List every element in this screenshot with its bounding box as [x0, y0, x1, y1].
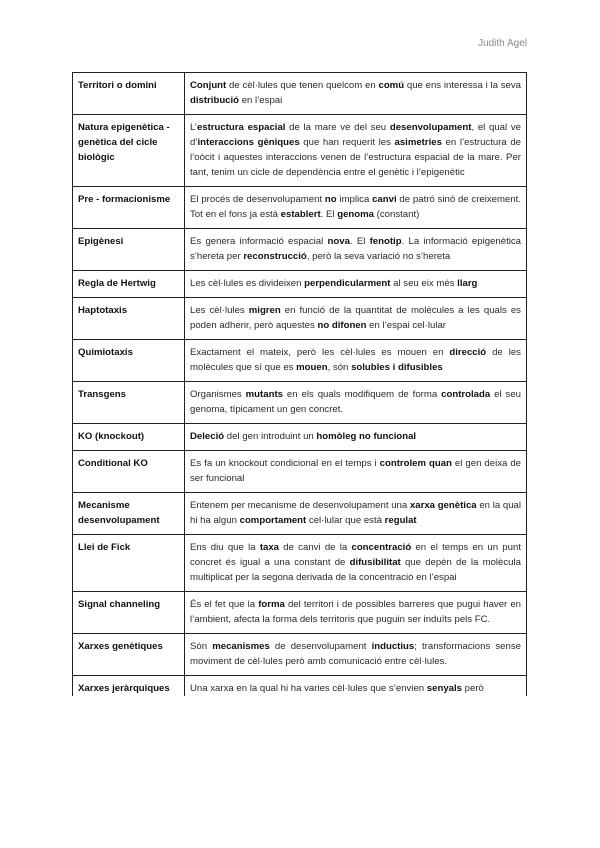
definition-keyword: distribució [190, 95, 240, 106]
glossary-row [73, 229, 527, 271]
definition-text: Exactament el mateix, però les cèl·lules es mouen en [190, 347, 450, 358]
glossary-row [73, 115, 527, 187]
definition-text: al seu eix més [390, 278, 458, 289]
definition-text: implica [336, 194, 373, 205]
definition-keyword: senyals [426, 683, 462, 694]
definition-text: del gen introduint un [224, 431, 317, 442]
glossary-definition [185, 229, 527, 271]
definition-keyword: reconstrucció [243, 251, 307, 262]
definition-keyword: no difonen [317, 320, 367, 331]
page-author: Judith Agel [478, 38, 527, 49]
definition-keyword: Deleció [190, 431, 225, 442]
glossary-body [73, 73, 527, 697]
definition-keyword: nova [327, 236, 350, 247]
definition-text: L’ [190, 122, 197, 133]
glossary-definition [185, 424, 527, 451]
definition-text: . El [349, 236, 370, 247]
glossary-definition [185, 535, 527, 592]
definition-keyword: mutants [245, 389, 283, 400]
glossary-table [72, 72, 527, 696]
definition-text: que han requerit les [299, 137, 395, 148]
glossary-term: Llei de Fick [73, 535, 185, 592]
definition-keyword: mecanismes [212, 641, 270, 652]
definition-text: de la mare ve del seu [285, 122, 390, 133]
definition-keyword: llarg [457, 278, 478, 289]
definition-text: de desenvolupament [269, 641, 372, 652]
glossary-definition [185, 451, 527, 493]
definition-keyword: controlada [441, 389, 491, 400]
glossary-term: Transgens [73, 382, 185, 424]
definition-keyword: difusibilitat [349, 557, 401, 568]
definition-keyword: inductius [371, 641, 415, 652]
glossary-term: Conditional KO [73, 451, 185, 493]
glossary-definition [185, 73, 527, 115]
definition-keyword: fenotip [369, 236, 402, 247]
definition-keyword: migren [248, 305, 281, 316]
glossary-row [73, 187, 527, 229]
definition-keyword: genoma [337, 209, 374, 220]
glossary-term: KO (knockout) [73, 424, 185, 451]
definition-keyword: asimetries [394, 137, 442, 148]
glossary-definition [185, 340, 527, 382]
definition-text: cel·lular que està [306, 515, 385, 526]
definition-text: ; transformacions sense moviment de cèl·lules però amb comunicació entre cèl·lules. [190, 641, 521, 667]
glossary-row [73, 634, 527, 676]
definition-text: Entenem per mecanisme de desenvolupament una [190, 500, 410, 511]
definition-keyword: no [324, 194, 337, 205]
definition-text: en funció de la quantitat de molècules a les quals es poden adherir, però aquestes [190, 305, 521, 331]
glossary-row [73, 592, 527, 634]
definition-text: que depèn de la molècula multiplicat per la segona derivada de la concentració en l’espai [190, 557, 521, 583]
definition-text: Les cèl·lules es divideixen [190, 278, 305, 289]
definition-text: És el fet que la [190, 599, 259, 610]
glossary-definition [185, 115, 527, 187]
definition-text: en l’espai [239, 95, 283, 106]
glossary-row [73, 73, 527, 115]
definition-keyword: xarxa genètica [409, 500, 477, 511]
glossary-row [73, 535, 527, 592]
glossary-row [73, 382, 527, 424]
definition-keyword: direcció [449, 347, 487, 358]
definition-keyword: mouen [296, 362, 328, 373]
glossary-term: Xarxes jeràrquiques [73, 676, 185, 697]
glossary-term: Pre - formacionisme [73, 187, 185, 229]
glossary-term: Regla de Hertwig [73, 271, 185, 298]
definition-keyword: estructura espacial [196, 122, 286, 133]
glossary-definition [185, 187, 527, 229]
glossary-term: Quimiotaxis [73, 340, 185, 382]
glossary-term: Territori o domini [73, 73, 185, 115]
definition-text: Es genera informació espacial [190, 236, 328, 247]
glossary-definition [185, 493, 527, 535]
definition-text: en la qual hi ha algun [190, 500, 521, 526]
definition-text: , el qual ve d’ [190, 122, 521, 148]
glossary-row [73, 340, 527, 382]
definition-keyword: interaccions gèniques [197, 137, 300, 148]
definition-text: (constant) [374, 209, 420, 220]
glossary-definition [185, 676, 527, 697]
definition-text: Són [190, 641, 213, 652]
definition-text: El procés de desenvolupament [190, 194, 325, 205]
definition-text: de patró sinó de creixement. Tot en el fons ja està [190, 194, 521, 220]
definition-keyword: desenvolupament [389, 122, 472, 133]
definition-text: de cèl·lules que tenen quelcom en [226, 80, 379, 91]
glossary-row [73, 424, 527, 451]
definition-text: en el temps en un punt concret és igual a una constant de [190, 542, 521, 568]
definition-keyword: establert [280, 209, 321, 220]
definition-text: , són [327, 362, 352, 373]
definition-text: de les molècules que sí que es [190, 347, 521, 373]
glossary-definition [185, 592, 527, 634]
glossary-term: Natura epigenètica - genètica del cicle biològic [73, 115, 185, 187]
glossary-term: Signal channeling [73, 592, 185, 634]
definition-text: Ens diu que la [190, 542, 260, 553]
glossary-term: Haptotaxis [73, 298, 185, 340]
definition-keyword: concentració [351, 542, 412, 553]
definition-text: Les cèl·lules [190, 305, 249, 316]
glossary-row [73, 493, 527, 535]
definition-keyword: perpendicularment [304, 278, 391, 289]
definition-keyword: homòleg no funcional [316, 431, 417, 442]
definition-keyword: forma [258, 599, 285, 610]
definition-text: de canvi de la [279, 542, 352, 553]
definition-text: Es fa un knockout condicional en el temps i [190, 458, 380, 469]
glossary-row [73, 451, 527, 493]
definition-text: el seu genoma, típicament un gen concret. [190, 389, 521, 415]
glossary-row [73, 271, 527, 298]
definition-text: en l’estructura de l’oòcit i aquestes interaccions venen de l’estructura espacial de la mare. Per tant, tenim un cicle de dependència entre el genètic i l’epigenètic [190, 137, 521, 178]
definition-keyword: comú [378, 80, 405, 91]
definition-keyword: comportament [239, 515, 307, 526]
definition-text: , però la seva variació no s’hereta [306, 251, 451, 262]
glossary-definition [185, 271, 527, 298]
definition-keyword: canvi [372, 194, 397, 205]
glossary-row [73, 676, 527, 697]
glossary-term: Epigènesi [73, 229, 185, 271]
definition-keyword: taxa [259, 542, 280, 553]
definition-keyword: Conjunt [190, 80, 227, 91]
glossary-definition [185, 382, 527, 424]
definition-text: el gen deixa de ser funcional [190, 458, 522, 484]
glossary-row [73, 298, 527, 340]
definition-text: Una xarxa en la qual hi ha varies cèl·lules que s’envien [190, 683, 427, 694]
definition-text: Organismes [190, 389, 246, 400]
definition-keyword: controlem quan [379, 458, 452, 469]
definition-keyword: solubles i difusibles [351, 362, 443, 373]
definition-keyword: regulat [384, 515, 417, 526]
definition-text: . La informació epigenètica s’hereta per [190, 236, 521, 262]
glossary-definition [185, 298, 527, 340]
definition-text: que ens interessa i la seva [404, 80, 522, 91]
definition-text: . El [320, 209, 338, 220]
glossary-definition [185, 634, 527, 676]
glossary-term: Mecanisme desenvolupament [73, 493, 185, 535]
definition-text: en els quals modifiquem de forma [282, 389, 442, 400]
definition-text: en l’espai cel·lular [366, 320, 446, 331]
definition-text: del territori i de possibles barreres que pugui haver en l’ambient, afecta la forma dels territoris que puguin ser induïts pels FC. [190, 599, 521, 625]
glossary-term: Xarxes genètiques [73, 634, 185, 676]
definition-text: però [462, 683, 484, 694]
